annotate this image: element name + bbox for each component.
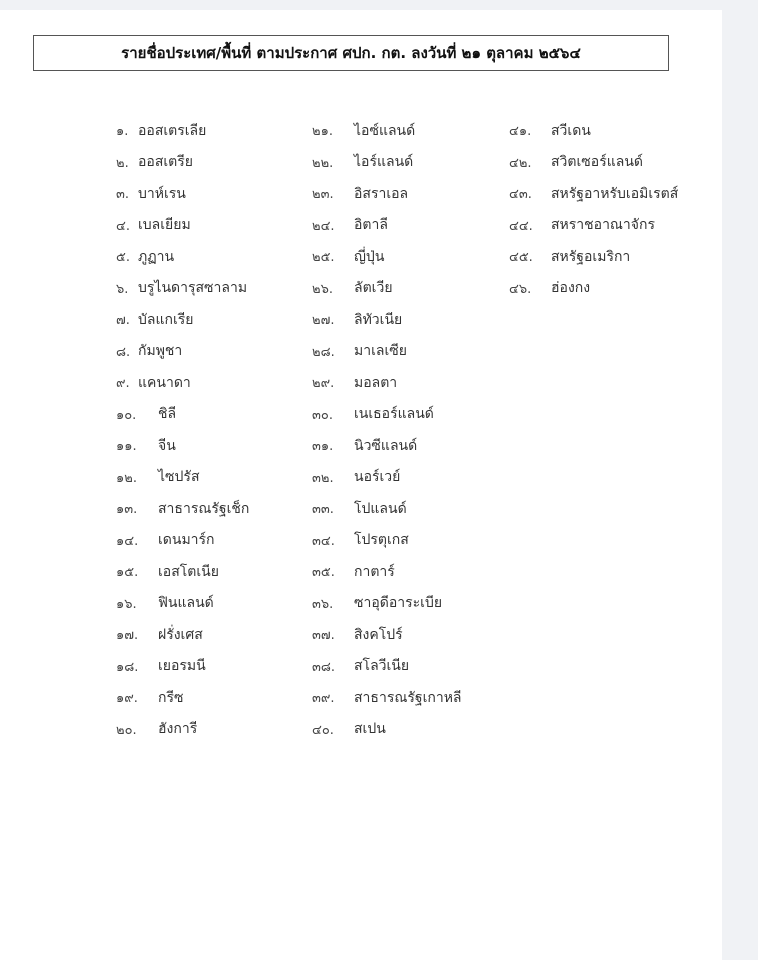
list-item	[312, 304, 462, 336]
country-name: บัลแกเรีย	[138, 311, 194, 328]
country-name: อิตาลี	[354, 217, 388, 234]
list-item	[312, 336, 462, 368]
country-name: สเปน	[354, 721, 386, 738]
item-number: ๒๕.	[312, 250, 335, 266]
item-number: ๓๙.	[312, 691, 335, 707]
document-page	[0, 10, 722, 960]
document-title: รายชื่อประเทศ/พื้นที่ ตามประกาศ ศปก. กต. ลงวันที่ ๒๑ ตุลาคม ๒๕๖๔	[121, 44, 581, 62]
item-number: ๑๕.	[116, 565, 139, 581]
list-item	[116, 493, 249, 525]
list-item	[116, 430, 249, 462]
country-name: กัมพูชา	[138, 343, 183, 360]
item-number: ๑๒.	[116, 470, 137, 486]
list-item	[312, 525, 462, 557]
country-name: เบลเยียม	[138, 217, 191, 234]
country-name: สหรัฐอเมริกา	[551, 248, 631, 265]
country-name: ซาอุดีอาระเบีย	[354, 595, 443, 612]
country-name: ออสเตรีย	[138, 154, 193, 171]
country-name: เยอรมนี	[158, 658, 206, 675]
list-item	[116, 367, 249, 399]
list-item	[312, 556, 462, 588]
country-name: นิวซีแลนด์	[354, 437, 418, 454]
country-name: แคนาดา	[138, 374, 191, 391]
item-number: ๒๐.	[116, 722, 137, 738]
country-name: ลิทัวเนีย	[354, 311, 403, 328]
item-number: ๓๖.	[312, 596, 334, 612]
country-name: ภูฏาน	[138, 248, 175, 265]
list-item	[509, 210, 678, 242]
country-name: สโลวีเนีย	[354, 658, 410, 675]
country-column-3	[509, 115, 678, 304]
list-item	[116, 273, 249, 305]
list-item	[312, 462, 462, 494]
item-number: ๔๒.	[509, 155, 532, 171]
item-number: ๔๐.	[312, 722, 334, 738]
item-number: ๒๖.	[312, 281, 333, 297]
country-name: สวิตเซอร์แลนด์	[551, 154, 643, 171]
list-item	[116, 588, 249, 620]
country-name: สวีเดน	[551, 122, 591, 139]
list-item	[116, 619, 249, 651]
list-item	[312, 493, 462, 525]
list-item	[509, 178, 678, 210]
country-name: จีน	[158, 437, 176, 454]
item-number: ๓๑.	[312, 439, 334, 455]
item-number: ๑๓.	[116, 502, 138, 518]
item-number: ๒.	[116, 155, 129, 171]
list-item	[116, 336, 249, 368]
list-item	[116, 462, 249, 494]
country-name: ออสเตรเลีย	[138, 122, 207, 139]
item-number: ๓๒.	[312, 470, 334, 486]
country-name: เนเธอร์แลนด์	[354, 406, 434, 423]
item-number: ๔๑.	[509, 124, 532, 140]
item-number: ๓๐.	[312, 407, 333, 423]
list-item	[116, 682, 249, 714]
list-item	[312, 619, 462, 651]
item-number: ๔.	[116, 218, 130, 234]
country-name: เดนมาร์ก	[158, 532, 215, 549]
list-item	[116, 210, 249, 242]
item-number: ๓๕.	[312, 565, 335, 581]
item-number: ๗.	[116, 313, 130, 329]
list-item	[116, 556, 249, 588]
list-item	[312, 714, 462, 746]
list-item	[312, 430, 462, 462]
item-number: ๑๗.	[116, 628, 139, 644]
country-name: สาธารณรัฐเช็ก	[158, 500, 250, 517]
country-name: ฮ่องกง	[551, 280, 591, 297]
country-name: สหราชอาณาจักร	[551, 217, 655, 234]
list-item	[116, 147, 249, 179]
country-name: ชิลี	[158, 406, 177, 423]
list-item	[116, 115, 249, 147]
country-name: อิสราเอล	[354, 185, 409, 202]
item-number: ๔๓.	[509, 187, 532, 203]
item-number: ๒๘.	[312, 344, 335, 360]
list-item	[509, 241, 678, 273]
item-number: ๒๔.	[312, 218, 335, 234]
country-name: มอลตา	[354, 374, 398, 391]
country-name: สิงคโปร์	[354, 626, 403, 643]
list-item	[312, 147, 462, 179]
item-number: ๑๘.	[116, 659, 139, 675]
list-item	[509, 273, 678, 305]
item-number: ๑๖.	[116, 596, 137, 612]
country-name: นอร์เวย์	[354, 469, 401, 486]
country-column-2	[312, 115, 462, 745]
item-number: ๙.	[116, 376, 130, 392]
item-number: ๓.	[116, 187, 130, 203]
item-number: ๓๔.	[312, 533, 335, 549]
item-number: ๑๔.	[116, 533, 139, 549]
title-box	[33, 35, 669, 71]
list-item	[312, 588, 462, 620]
item-number: ๒๓.	[312, 187, 334, 203]
list-item	[312, 241, 462, 273]
country-name: ไอร์แลนด์	[354, 154, 414, 171]
list-item	[312, 367, 462, 399]
country-name: มาเลเซีย	[354, 343, 407, 360]
list-item	[312, 178, 462, 210]
item-number: ๑๑.	[116, 439, 137, 455]
list-item	[116, 525, 249, 557]
item-number: ๕.	[116, 250, 130, 266]
country-name: ลัตเวีย	[354, 280, 393, 297]
country-name: ไซปรัส	[158, 469, 200, 486]
country-name: ฟินแลนด์	[158, 595, 214, 612]
country-name: โปรตุเกส	[354, 532, 409, 549]
list-item	[509, 115, 678, 147]
item-number: ๔๕.	[509, 250, 533, 266]
list-item	[116, 399, 249, 431]
item-number: ๒๒.	[312, 155, 334, 171]
item-number: ๖.	[116, 281, 129, 297]
item-number: ๒๙.	[312, 376, 335, 392]
country-column-1	[116, 115, 249, 745]
country-name: ฝรั่งเศส	[158, 626, 203, 643]
item-number: ๒๑.	[312, 124, 333, 140]
list-item	[312, 682, 462, 714]
item-number: ๑๐.	[116, 407, 137, 423]
country-name: กาตาร์	[354, 563, 395, 580]
list-item	[116, 304, 249, 336]
country-name: ญี่ปุ่น	[354, 248, 385, 265]
list-item	[116, 714, 249, 746]
list-item	[312, 210, 462, 242]
list-item	[116, 651, 249, 683]
item-number: ๔๖.	[509, 281, 532, 297]
country-name: ฮังการี	[158, 721, 198, 738]
list-item	[312, 273, 462, 305]
item-number: ๔๔.	[509, 218, 533, 234]
country-name: สหรัฐอาหรับเอมิเรตส์	[551, 185, 679, 202]
country-name: สาธารณรัฐเกาหลี	[354, 689, 462, 706]
item-number: ๑.	[116, 124, 129, 140]
item-number: ๘.	[116, 344, 131, 360]
list-item	[509, 147, 678, 179]
country-name: กรีซ	[158, 689, 184, 706]
item-number: ๒๗.	[312, 313, 335, 329]
list-item	[312, 651, 462, 683]
country-name: ไอซ์แลนด์	[354, 122, 416, 139]
country-name: บรูไนดารุสซาลาม	[138, 280, 248, 297]
item-number: ๓๘.	[312, 659, 336, 675]
country-name: โปแลนด์	[354, 500, 407, 517]
item-number: ๓๓.	[312, 502, 334, 518]
list-item	[312, 399, 462, 431]
country-name: บาห์เรน	[138, 185, 186, 202]
list-item	[116, 241, 249, 273]
list-item	[116, 178, 249, 210]
item-number: ๑๙.	[116, 691, 138, 707]
country-name: เอสโตเนีย	[158, 563, 219, 580]
item-number: ๓๗.	[312, 628, 335, 644]
list-item	[312, 115, 462, 147]
